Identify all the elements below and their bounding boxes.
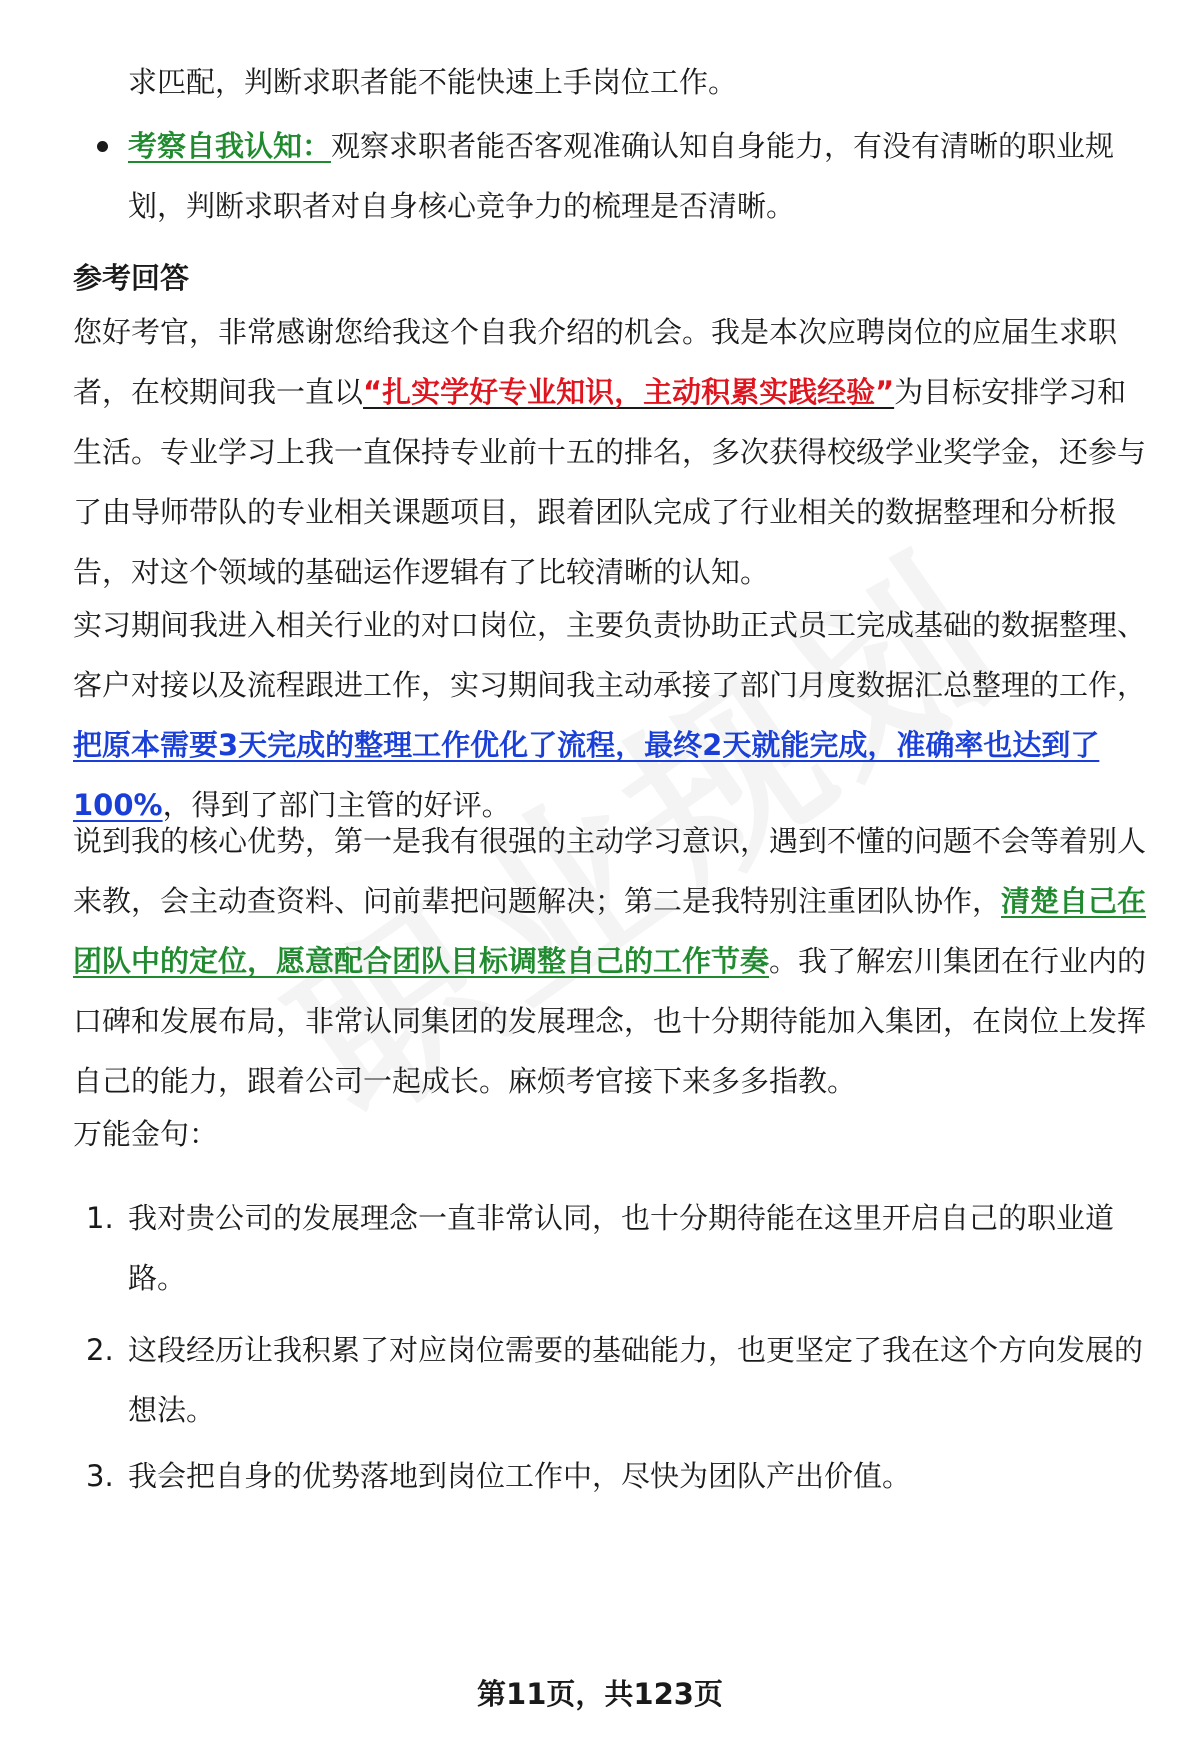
p3-highlight: 清楚自己在团队中的定位，愿意配合团队目标调整自己的工作节奏 xyxy=(73,884,1147,978)
p1-text-after: 为目标安排学习和生活。专业学习上我一直保持专业前十五的排名，多次获得校级学业奖学金，还参与了由导师带队的专业相关课题项目，跟着团队完成了行业相关的数据整理和分析报告，对这个领域的基础运作逻辑有了比较清晰的认知。 xyxy=(73,375,1147,589)
bullet-label: 考察自我认知： xyxy=(128,129,332,163)
list-item-number: 2. xyxy=(86,1333,114,1367)
p1-text-before: 您好考官，非常感谢您给我这个自我介绍的机会。我是本次应聘岗位的应届生求职者，在校期间我一直以 xyxy=(73,315,1118,409)
list-item-text: 我对贵公司的发展理念一直非常认同，也十分期待能在这里开启自己的职业道路。 xyxy=(128,1201,1115,1295)
continuation-line: 求匹配，判断求职者能不能快速上手岗位工作。 xyxy=(128,65,738,99)
list-item-number: 3. xyxy=(86,1459,114,1493)
list-item-number: 1. xyxy=(86,1201,114,1235)
list-item-text: 这段经历让我积累了对应岗位需要的基础能力，也更坚定了我在这个方向发展的想法。 xyxy=(128,1333,1144,1427)
list-item-text: 我会把自身的优势落地到岗位工作中，尽快为团队产出价值。 xyxy=(128,1459,912,1493)
bullet-text: 观察求职者能否客观准确认知自身能力，有没有清晰的职业规划，判断求职者对自身核心竞争力的梳理是否清晰。 xyxy=(128,129,1115,223)
p1-highlight: “扎实学好专业知识，主动积累实践经验” xyxy=(363,375,895,409)
section-heading: 参考回答 xyxy=(73,261,190,295)
p2-highlight: 把原本需要3天完成的整理工作优化了流程，最终2天就能完成，准确率也达到了100% xyxy=(73,728,1100,822)
answer-paragraph-2 xyxy=(73,595,1153,835)
bullet-item-self-awareness xyxy=(128,116,1158,236)
p3-text-before: 说到我的核心优势，第一是我有很强的主动学习意识，遇到不懂的问题不会等着别人来教，会主动查资料、问前辈把问题解决；第二是我特别注重团队协作， xyxy=(73,824,1147,918)
p2-text-before: 实习期间我进入相关行业的对口岗位，主要负责协助正式员工完成基础的数据整理、客户对接以及流程跟进工作，实习期间我主动承接了部门月度数据汇总整理的工作， xyxy=(73,608,1147,702)
answer-paragraph-3 xyxy=(73,811,1153,1111)
p2-text-after: ，得到了部门主管的好评。 xyxy=(162,788,511,822)
page-footer: 第11页，共123页 xyxy=(477,1677,723,1711)
golden-label: 万能金句： xyxy=(73,1117,219,1151)
answer-paragraph-1 xyxy=(73,302,1153,602)
bullet-dot-icon xyxy=(97,141,108,152)
p3-text-after: 。我了解宏川集团在行业内的口碑和发展布局，非常认同集团的发展理念，也十分期待能加入集团，在岗位上发挥自己的能力，跟着公司一起成长。麻烦考官接下来多多指教。 xyxy=(73,944,1147,1098)
